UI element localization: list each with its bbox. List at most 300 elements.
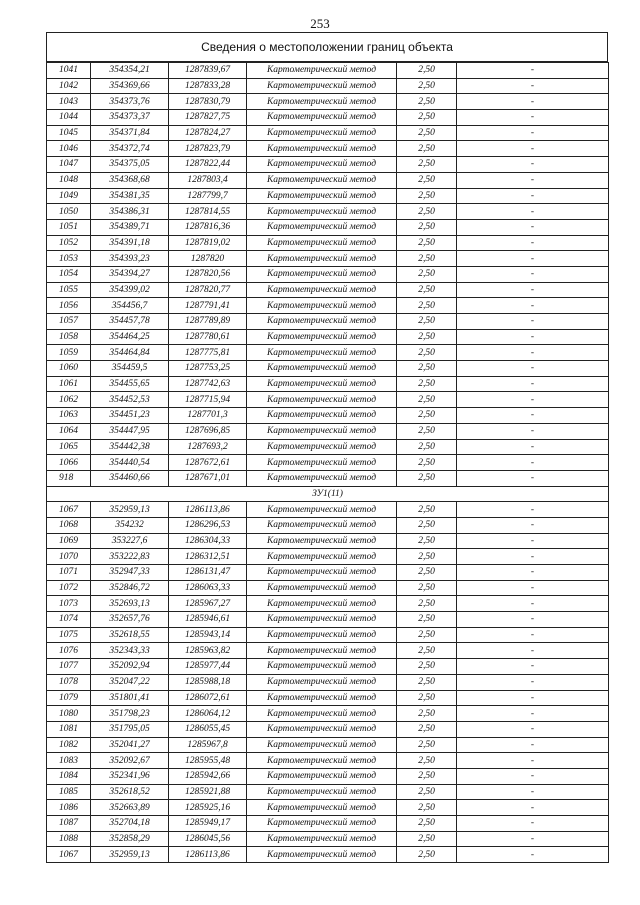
description-cell: -	[457, 470, 609, 486]
accuracy-cell: 2,50	[397, 768, 457, 784]
point-number-cell: 1081	[47, 721, 91, 737]
description-cell: -	[457, 784, 609, 800]
method-cell: Картометрический метод	[247, 706, 397, 722]
description-cell: -	[457, 329, 609, 345]
accuracy-cell: 2,50	[397, 125, 457, 141]
y-coordinate-cell: 1287789,89	[169, 314, 247, 330]
point-number-cell: 1080	[47, 706, 91, 722]
description-cell: -	[457, 565, 609, 581]
x-coordinate-cell: 352618,55	[91, 627, 169, 643]
y-coordinate-cell: 1285946,61	[169, 612, 247, 628]
table-row	[47, 596, 609, 612]
table-row	[47, 706, 609, 722]
accuracy-cell: 2,50	[397, 141, 457, 157]
point-number-cell: 1047	[47, 157, 91, 173]
description-cell: -	[457, 141, 609, 157]
method-cell: Картометрический метод	[247, 172, 397, 188]
method-cell: Картометрический метод	[247, 831, 397, 847]
method-cell: Картометрический метод	[247, 517, 397, 533]
point-number-cell: 1054	[47, 266, 91, 282]
table-row	[47, 251, 609, 267]
description-cell: -	[457, 753, 609, 769]
method-cell: Картометрический метод	[247, 282, 397, 298]
table-row	[47, 674, 609, 690]
x-coordinate-cell: 352047,22	[91, 674, 169, 690]
accuracy-cell: 2,50	[397, 831, 457, 847]
table-row	[47, 800, 609, 816]
point-number-cell: 1073	[47, 596, 91, 612]
description-cell: -	[457, 376, 609, 392]
y-coordinate-cell: 1286045,56	[169, 831, 247, 847]
description-cell: -	[457, 251, 609, 267]
y-coordinate-cell: 1287799,7	[169, 188, 247, 204]
table-row	[47, 282, 609, 298]
y-coordinate-cell: 1285977,44	[169, 659, 247, 675]
method-cell: Картометрический метод	[247, 125, 397, 141]
y-coordinate-cell: 1286113,86	[169, 847, 247, 863]
point-number-cell: 1063	[47, 408, 91, 424]
description-cell: -	[457, 314, 609, 330]
accuracy-cell: 2,50	[397, 78, 457, 94]
accuracy-cell: 2,50	[397, 266, 457, 282]
point-number-cell: 1042	[47, 78, 91, 94]
accuracy-cell: 2,50	[397, 721, 457, 737]
point-number-cell: 1078	[47, 674, 91, 690]
y-coordinate-cell: 1285955,48	[169, 753, 247, 769]
x-coordinate-cell: 353222,83	[91, 549, 169, 565]
accuracy-cell: 2,50	[397, 408, 457, 424]
accuracy-cell: 2,50	[397, 235, 457, 251]
y-coordinate-cell: 1287701,3	[169, 408, 247, 424]
accuracy-cell: 2,50	[397, 847, 457, 863]
table-row	[47, 721, 609, 737]
point-number-cell: 1049	[47, 188, 91, 204]
point-number-cell: 1066	[47, 455, 91, 471]
y-coordinate-cell: 1286296,53	[169, 517, 247, 533]
accuracy-cell: 2,50	[397, 533, 457, 549]
y-coordinate-cell: 1285921,88	[169, 784, 247, 800]
accuracy-cell: 2,50	[397, 94, 457, 110]
accuracy-cell: 2,50	[397, 502, 457, 518]
y-coordinate-cell: 1287693,2	[169, 439, 247, 455]
method-cell: Картометрический метод	[247, 800, 397, 816]
point-number-cell: 1058	[47, 329, 91, 345]
description-cell: -	[457, 533, 609, 549]
table-row	[47, 533, 609, 549]
y-coordinate-cell: 1287830,79	[169, 94, 247, 110]
point-number-cell: 1084	[47, 768, 91, 784]
x-coordinate-cell: 354381,35	[91, 188, 169, 204]
point-number-cell: 1076	[47, 643, 91, 659]
accuracy-cell: 2,50	[397, 517, 457, 533]
y-coordinate-cell: 1286064,12	[169, 706, 247, 722]
method-cell: Картометрический метод	[247, 690, 397, 706]
point-number-cell: 1072	[47, 580, 91, 596]
method-cell: Картометрический метод	[247, 78, 397, 94]
point-number-cell: 1060	[47, 361, 91, 377]
x-coordinate-cell: 354459,5	[91, 361, 169, 377]
x-coordinate-cell: 354456,7	[91, 298, 169, 314]
accuracy-cell: 2,50	[397, 439, 457, 455]
accuracy-cell: 2,50	[397, 298, 457, 314]
coordinates-table-body	[47, 63, 609, 863]
y-coordinate-cell: 1286063,33	[169, 580, 247, 596]
method-cell: Картометрический метод	[247, 188, 397, 204]
method-cell: Картометрический метод	[247, 157, 397, 173]
table-row	[47, 847, 609, 863]
point-number-cell: 1069	[47, 533, 91, 549]
accuracy-cell: 2,50	[397, 627, 457, 643]
y-coordinate-cell: 1287823,79	[169, 141, 247, 157]
point-number-cell: 1055	[47, 282, 91, 298]
x-coordinate-cell: 354451,23	[91, 408, 169, 424]
description-cell: -	[457, 282, 609, 298]
x-coordinate-cell: 352846,72	[91, 580, 169, 596]
method-cell: Картометрический метод	[247, 847, 397, 863]
method-cell: Картометрический метод	[247, 345, 397, 361]
accuracy-cell: 2,50	[397, 580, 457, 596]
accuracy-cell: 2,50	[397, 706, 457, 722]
table-row	[47, 753, 609, 769]
method-cell: Картометрический метод	[247, 408, 397, 424]
method-cell: Картометрический метод	[247, 141, 397, 157]
table-row	[47, 580, 609, 596]
y-coordinate-cell: 1287819,02	[169, 235, 247, 251]
x-coordinate-cell: 352858,29	[91, 831, 169, 847]
method-cell: Картометрический метод	[247, 63, 397, 79]
method-cell: Картометрический метод	[247, 94, 397, 110]
method-cell: Картометрический метод	[247, 329, 397, 345]
x-coordinate-cell: 354369,66	[91, 78, 169, 94]
x-coordinate-cell: 352947,33	[91, 565, 169, 581]
description-cell: -	[457, 612, 609, 628]
x-coordinate-cell: 352657,76	[91, 612, 169, 628]
description-cell: -	[457, 204, 609, 220]
point-number-cell: 1077	[47, 659, 91, 675]
table-row	[47, 627, 609, 643]
table-row	[47, 659, 609, 675]
y-coordinate-cell: 1287742,63	[169, 376, 247, 392]
method-cell: Картометрический метод	[247, 455, 397, 471]
y-coordinate-cell: 1287820,77	[169, 282, 247, 298]
description-cell: -	[457, 721, 609, 737]
y-coordinate-cell: 1287827,75	[169, 110, 247, 126]
accuracy-cell: 2,50	[397, 188, 457, 204]
point-number-cell: 1065	[47, 439, 91, 455]
method-cell: Картометрический метод	[247, 721, 397, 737]
x-coordinate-cell: 352618,52	[91, 784, 169, 800]
y-coordinate-cell: 1286131,47	[169, 565, 247, 581]
x-coordinate-cell: 354399,02	[91, 282, 169, 298]
point-number-cell: 1067	[47, 502, 91, 518]
y-coordinate-cell: 1287833,28	[169, 78, 247, 94]
description-cell: -	[457, 219, 609, 235]
table-row	[47, 361, 609, 377]
x-coordinate-cell: 352693,13	[91, 596, 169, 612]
y-coordinate-cell: 1285988,18	[169, 674, 247, 690]
table-row	[47, 329, 609, 345]
description-cell: -	[457, 439, 609, 455]
description-cell: -	[457, 596, 609, 612]
x-coordinate-cell: 354371,84	[91, 125, 169, 141]
method-cell: Картометрический метод	[247, 314, 397, 330]
point-number-cell: 1051	[47, 219, 91, 235]
x-coordinate-cell: 354440,54	[91, 455, 169, 471]
point-number-cell: 1062	[47, 392, 91, 408]
table-row	[47, 219, 609, 235]
description-cell: -	[457, 392, 609, 408]
accuracy-cell: 2,50	[397, 455, 457, 471]
table-row	[47, 376, 609, 392]
accuracy-cell: 2,50	[397, 659, 457, 675]
accuracy-cell: 2,50	[397, 314, 457, 330]
method-cell: Картометрический метод	[247, 392, 397, 408]
x-coordinate-cell: 352959,13	[91, 502, 169, 518]
x-coordinate-cell: 354391,18	[91, 235, 169, 251]
point-number-cell: 1068	[47, 517, 91, 533]
y-coordinate-cell: 1286072,61	[169, 690, 247, 706]
x-coordinate-cell: 354373,76	[91, 94, 169, 110]
y-coordinate-cell: 1287715,94	[169, 392, 247, 408]
point-number-cell: 1059	[47, 345, 91, 361]
x-coordinate-cell: 354354,21	[91, 63, 169, 79]
table-row	[47, 831, 609, 847]
x-coordinate-cell: 351801,41	[91, 690, 169, 706]
accuracy-cell: 2,50	[397, 753, 457, 769]
table-row	[47, 141, 609, 157]
method-cell: Картометрический метод	[247, 204, 397, 220]
table-row	[47, 172, 609, 188]
table-row	[47, 690, 609, 706]
accuracy-cell: 2,50	[397, 596, 457, 612]
x-coordinate-cell: 354452,53	[91, 392, 169, 408]
table-row	[47, 737, 609, 753]
description-cell: -	[457, 423, 609, 439]
method-cell: Картометрический метод	[247, 502, 397, 518]
method-cell: Картометрический метод	[247, 768, 397, 784]
x-coordinate-cell: 352092,67	[91, 753, 169, 769]
description-cell: -	[457, 580, 609, 596]
table-row	[47, 816, 609, 832]
method-cell: Картометрический метод	[247, 235, 397, 251]
y-coordinate-cell: 1285943,14	[169, 627, 247, 643]
table-row	[47, 125, 609, 141]
accuracy-cell: 2,50	[397, 816, 457, 832]
x-coordinate-cell: 354447,95	[91, 423, 169, 439]
x-coordinate-cell: 354394,27	[91, 266, 169, 282]
accuracy-cell: 2,50	[397, 800, 457, 816]
x-coordinate-cell: 354393,23	[91, 251, 169, 267]
method-cell: Картометрический метод	[247, 784, 397, 800]
table-row	[47, 768, 609, 784]
point-number-cell: 1045	[47, 125, 91, 141]
method-cell: Картометрический метод	[247, 266, 397, 282]
accuracy-cell: 2,50	[397, 345, 457, 361]
method-cell: Картометрический метод	[247, 219, 397, 235]
point-number-cell: 1087	[47, 816, 91, 832]
x-coordinate-cell: 352092,94	[91, 659, 169, 675]
method-cell: Картометрический метод	[247, 737, 397, 753]
method-cell: Картометрический метод	[247, 423, 397, 439]
accuracy-cell: 2,50	[397, 674, 457, 690]
table-row	[47, 565, 609, 581]
method-cell: Картометрический метод	[247, 361, 397, 377]
method-cell: Картометрический метод	[247, 643, 397, 659]
table-row	[47, 423, 609, 439]
method-cell: Картометрический метод	[247, 251, 397, 267]
point-number-cell: 1041	[47, 63, 91, 79]
description-cell: -	[457, 549, 609, 565]
y-coordinate-cell: 1286113,86	[169, 502, 247, 518]
point-number-cell: 1075	[47, 627, 91, 643]
point-number-cell: 1048	[47, 172, 91, 188]
y-coordinate-cell: 1287672,61	[169, 455, 247, 471]
y-coordinate-cell: 1287824,27	[169, 125, 247, 141]
accuracy-cell: 2,50	[397, 690, 457, 706]
table-title: Сведения о местоположении границ объекта	[46, 32, 608, 62]
description-cell: -	[457, 110, 609, 126]
method-cell: Картометрический метод	[247, 816, 397, 832]
method-cell: Картометрический метод	[247, 376, 397, 392]
method-cell: Картометрический метод	[247, 298, 397, 314]
method-cell: Картометрический метод	[247, 627, 397, 643]
y-coordinate-cell: 1287803,4	[169, 172, 247, 188]
y-coordinate-cell: 1287696,85	[169, 423, 247, 439]
x-coordinate-cell: 354389,71	[91, 219, 169, 235]
point-number-cell: 1053	[47, 251, 91, 267]
description-cell: -	[457, 188, 609, 204]
description-cell: -	[457, 737, 609, 753]
y-coordinate-cell: 1287820	[169, 251, 247, 267]
table-row	[47, 470, 609, 486]
accuracy-cell: 2,50	[397, 612, 457, 628]
x-coordinate-cell: 354386,31	[91, 204, 169, 220]
accuracy-cell: 2,50	[397, 329, 457, 345]
description-cell: -	[457, 517, 609, 533]
accuracy-cell: 2,50	[397, 282, 457, 298]
y-coordinate-cell: 1286312,51	[169, 549, 247, 565]
x-coordinate-cell: 354442,38	[91, 439, 169, 455]
method-cell: Картометрический метод	[247, 596, 397, 612]
y-coordinate-cell: 1287753,25	[169, 361, 247, 377]
method-cell: Картометрический метод	[247, 549, 397, 565]
y-coordinate-cell: 1286055,45	[169, 721, 247, 737]
accuracy-cell: 2,50	[397, 549, 457, 565]
x-coordinate-cell: 354464,84	[91, 345, 169, 361]
page-number: 253	[310, 16, 330, 31]
table-row	[47, 392, 609, 408]
description-cell: -	[457, 800, 609, 816]
x-coordinate-cell: 354368,68	[91, 172, 169, 188]
description-cell: -	[457, 659, 609, 675]
table-row	[47, 235, 609, 251]
point-number-cell: 1070	[47, 549, 91, 565]
accuracy-cell: 2,50	[397, 376, 457, 392]
y-coordinate-cell: 1285925,16	[169, 800, 247, 816]
table-row	[47, 455, 609, 471]
description-cell: -	[457, 125, 609, 141]
x-coordinate-cell: 352704,18	[91, 816, 169, 832]
description-cell: -	[457, 361, 609, 377]
accuracy-cell: 2,50	[397, 204, 457, 220]
point-number-cell: 1085	[47, 784, 91, 800]
accuracy-cell: 2,50	[397, 361, 457, 377]
method-cell: Картометрический метод	[247, 659, 397, 675]
description-cell: -	[457, 63, 609, 79]
description-cell: -	[457, 157, 609, 173]
point-number-cell: 1064	[47, 423, 91, 439]
x-coordinate-cell: 354232	[91, 517, 169, 533]
description-cell: -	[457, 266, 609, 282]
point-number-cell: 1086	[47, 800, 91, 816]
point-number-cell: 1057	[47, 314, 91, 330]
accuracy-cell: 2,50	[397, 219, 457, 235]
coordinates-table	[46, 62, 609, 863]
y-coordinate-cell: 1285942,66	[169, 768, 247, 784]
description-cell: -	[457, 690, 609, 706]
description-cell: -	[457, 78, 609, 94]
table-row	[47, 94, 609, 110]
method-cell: Картометрический метод	[247, 565, 397, 581]
point-number-cell: 1071	[47, 565, 91, 581]
accuracy-cell: 2,50	[397, 172, 457, 188]
description-cell: -	[457, 643, 609, 659]
method-cell: Картометрический метод	[247, 674, 397, 690]
x-coordinate-cell: 352343,33	[91, 643, 169, 659]
accuracy-cell: 2,50	[397, 423, 457, 439]
section-row	[47, 486, 609, 502]
y-coordinate-cell: 1287780,61	[169, 329, 247, 345]
point-number-cell: 1088	[47, 831, 91, 847]
description-cell: -	[457, 768, 609, 784]
y-coordinate-cell: 1285949,17	[169, 816, 247, 832]
y-coordinate-cell: 1287791,41	[169, 298, 247, 314]
method-cell: Картометрический метод	[247, 612, 397, 628]
point-number-cell: 1082	[47, 737, 91, 753]
x-coordinate-cell: 352663,89	[91, 800, 169, 816]
table-row	[47, 204, 609, 220]
y-coordinate-cell: 1285967,27	[169, 596, 247, 612]
table-row	[47, 784, 609, 800]
table-row	[47, 345, 609, 361]
accuracy-cell: 2,50	[397, 565, 457, 581]
y-coordinate-cell: 1287820,56	[169, 266, 247, 282]
table-row	[47, 643, 609, 659]
x-coordinate-cell: 353227,6	[91, 533, 169, 549]
y-coordinate-cell: 1285967,8	[169, 737, 247, 753]
accuracy-cell: 2,50	[397, 470, 457, 486]
x-coordinate-cell: 352959,13	[91, 847, 169, 863]
point-number-cell: 1050	[47, 204, 91, 220]
accuracy-cell: 2,50	[397, 737, 457, 753]
x-coordinate-cell: 354464,25	[91, 329, 169, 345]
x-coordinate-cell: 354460,66	[91, 470, 169, 486]
x-coordinate-cell: 354457,78	[91, 314, 169, 330]
description-cell: -	[457, 298, 609, 314]
method-cell: Картометрический метод	[247, 753, 397, 769]
table-row	[47, 110, 609, 126]
description-cell: -	[457, 847, 609, 863]
y-coordinate-cell: 1285963,82	[169, 643, 247, 659]
method-cell: Картометрический метод	[247, 470, 397, 486]
point-number-cell: 918	[47, 470, 91, 486]
description-cell: -	[457, 235, 609, 251]
description-cell: -	[457, 816, 609, 832]
point-number-cell: 1052	[47, 235, 91, 251]
table-row	[47, 439, 609, 455]
x-coordinate-cell: 354375,05	[91, 157, 169, 173]
y-coordinate-cell: 1287816,36	[169, 219, 247, 235]
